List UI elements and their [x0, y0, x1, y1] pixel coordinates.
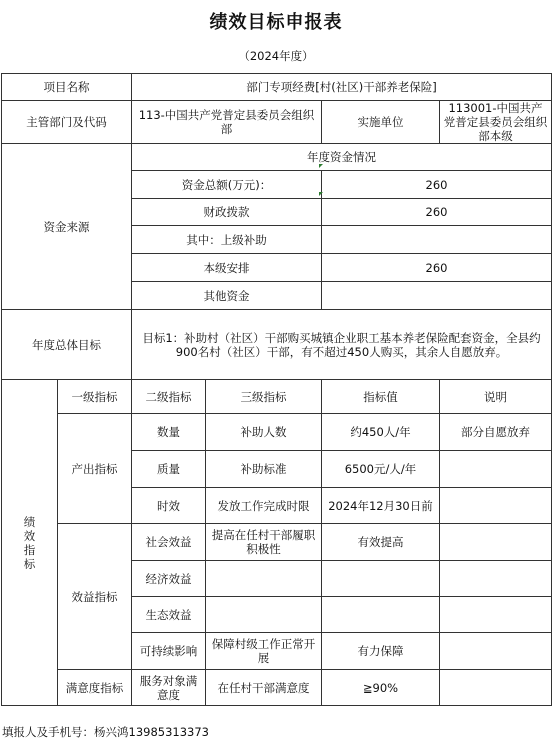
- implementing-unit-value: 113001-中国共产党普定县委员会组织部本级: [440, 101, 552, 144]
- table-row: [2, 524, 552, 561]
- cell-level2: 可持续影响: [132, 633, 206, 670]
- year-subtitle: （2024年度）: [238, 49, 314, 63]
- header-level1: 一级指标: [58, 380, 132, 414]
- superior-subsidy-value: [322, 226, 552, 254]
- cell-level3: 补助标准: [206, 451, 322, 488]
- output-indicator-label: 产出指标: [58, 414, 132, 524]
- row-indicator-headers: [2, 380, 552, 414]
- department-label: 主管部门及代码: [2, 101, 132, 144]
- cell-level3: 发放工作完成时限: [206, 488, 322, 524]
- row-annual-goal: [2, 310, 552, 380]
- row-project-name: [2, 74, 552, 101]
- cell-level2: 时效: [132, 488, 206, 524]
- other-funds-value: [322, 282, 552, 310]
- fiscal-allocation-label: 财政拨款: [132, 199, 322, 226]
- superior-subsidy-label: 其中：上级补助: [132, 226, 322, 254]
- funding-source-label: 资金来源: [2, 144, 132, 310]
- local-arrangement-label: 本级安排: [132, 254, 322, 282]
- cell-level3: [206, 597, 322, 633]
- cell-note: [440, 524, 552, 561]
- fiscal-allocation-value: 260: [322, 199, 552, 226]
- project-name-value: 部门专项经费[村(社区)干部养老保险]: [132, 74, 552, 101]
- cell-level2: 社会效益: [132, 524, 206, 561]
- cell-level2: 生态效益: [132, 597, 206, 633]
- cell-level2: 经济效益: [132, 561, 206, 597]
- cell-marker: [319, 192, 323, 196]
- performance-indicator-label: 绩效指标: [2, 380, 58, 706]
- other-funds-label: 其他资金: [132, 282, 322, 310]
- cell-value: [322, 597, 440, 633]
- local-arrangement-value: 260: [322, 254, 552, 282]
- cell-value: 6500元/人/年: [322, 451, 440, 488]
- declaration-form: [1, 73, 552, 706]
- cell-level3: 提高在任村干部履职积极性: [206, 524, 322, 561]
- project-name-label: 项目名称: [2, 74, 132, 101]
- annual-goal-label: 年度总体目标: [2, 310, 132, 380]
- cell-level2: 服务对象满意度: [132, 670, 206, 706]
- department-value: 113-中国共产党普定县委员会组织部: [132, 101, 322, 144]
- cell-value: 约450人/年: [322, 414, 440, 451]
- satisfaction-indicator-label: 满意度指标: [58, 670, 132, 706]
- cell-marker: [319, 164, 323, 168]
- cell-note: [440, 561, 552, 597]
- cell-value: 2024年12月30日前: [322, 488, 440, 524]
- cell-note: 部分自愿放弃: [440, 414, 552, 451]
- cell-level3: 保障村级工作正常开展: [206, 633, 322, 670]
- implementing-unit-label: 实施单位: [322, 101, 440, 144]
- cell-value: ≧90%: [322, 670, 440, 706]
- cell-note: [440, 488, 552, 524]
- cell-note: [440, 670, 552, 706]
- cell-value: 有效提高: [322, 524, 440, 561]
- funding-total-label: 资金总额(万元)：: [132, 171, 322, 199]
- funding-header: 年度资金情况: [132, 144, 552, 171]
- table-row: [2, 414, 552, 451]
- header-value: 指标值: [322, 380, 440, 414]
- cell-value: [322, 561, 440, 597]
- row-funding-header: [2, 144, 552, 171]
- header-level2: 二级指标: [132, 380, 206, 414]
- cell-note: [440, 451, 552, 488]
- filler-contact: 填报人及手机号：杨兴鸿13985313373: [2, 725, 209, 739]
- cell-level2: 数量: [132, 414, 206, 451]
- funding-total-value: 260: [322, 171, 552, 199]
- benefit-indicator-label: 效益指标: [58, 524, 132, 670]
- cell-note: [440, 633, 552, 670]
- cell-level3: 在任村干部满意度: [206, 670, 322, 706]
- cell-note: [440, 597, 552, 633]
- cell-level3: 补助人数: [206, 414, 322, 451]
- header-note: 说明: [440, 380, 552, 414]
- page-title: 绩效目标申报表: [209, 12, 343, 33]
- cell-value: 有力保障: [322, 633, 440, 670]
- row-department: [2, 101, 552, 144]
- header-level3: 三级指标: [206, 380, 322, 414]
- table-row: [2, 670, 552, 706]
- annual-goal-text: 目标1：补助村（社区）干部购买城镇企业职工基本养老保险配套资金，全县约900名村（社区）干部，有不超过450人购买，其余人自愿放弃。: [132, 310, 552, 380]
- cell-level3: [206, 561, 322, 597]
- cell-level2: 质量: [132, 451, 206, 488]
